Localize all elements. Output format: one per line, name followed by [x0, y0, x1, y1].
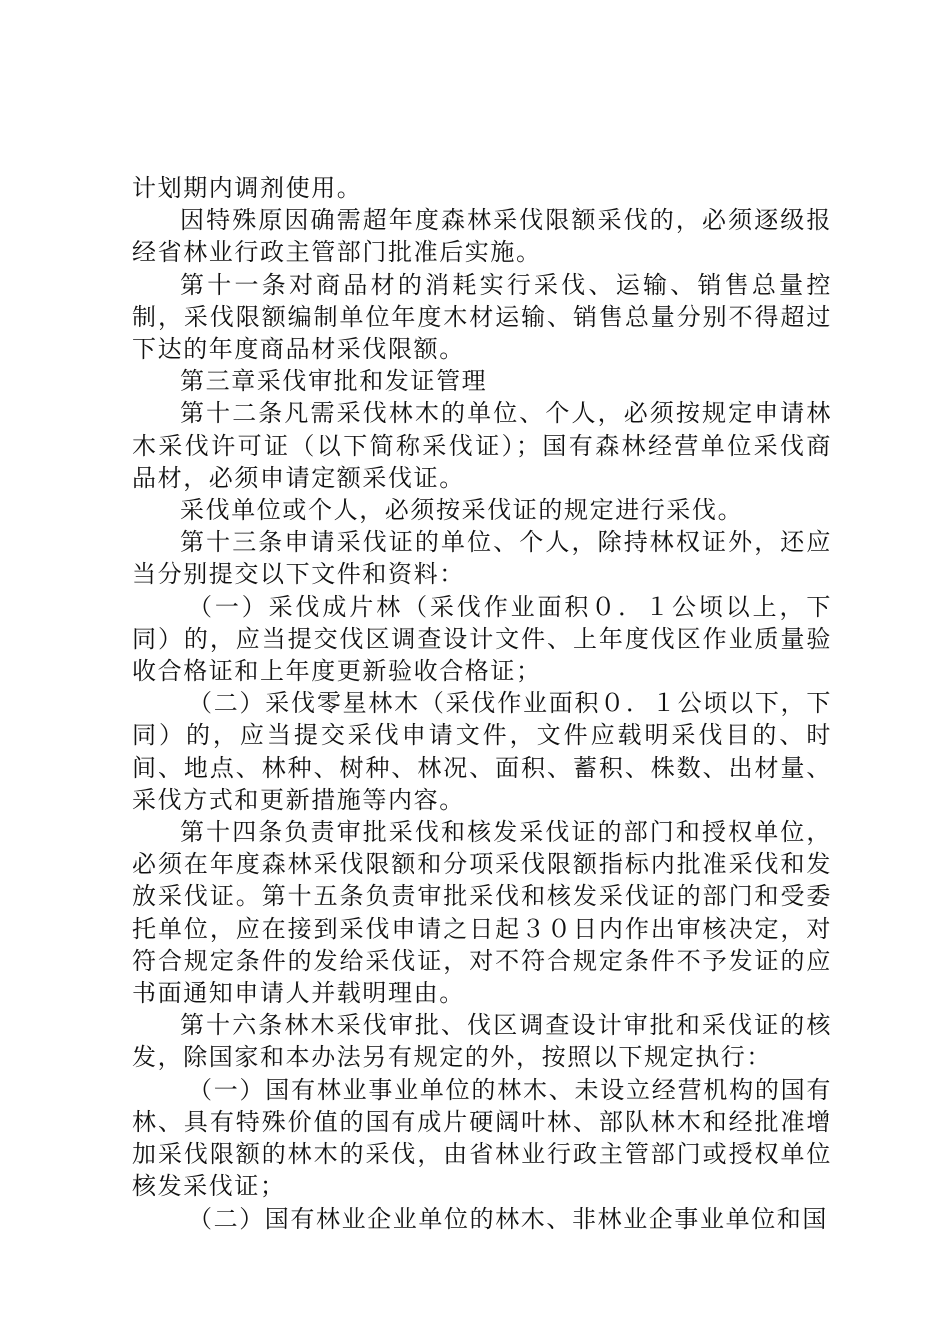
chapter-heading: 第三章采伐审批和发证管理 — [180, 367, 488, 396]
list-item: （二）国有林业企业单位的林木、非林业企事业单位和国 — [188, 1204, 828, 1233]
list-item: （二）采伐零星林木（采伐作业面积０．１公顷以下，下同）的，应当提交采伐申请文件，文件应载明采伐目的、时间、地点、林种、树种、林况、面积、蓄积、株数、出材量、采伐方式和更新措施等内容。 — [132, 689, 832, 814]
paragraph: 采伐单位或个人，必须按采伐证的规定进行采伐。 — [180, 496, 744, 525]
list-item: （一）采伐成片林（采伐作业面积０．１公顷以上，下同）的，应当提交伐区调查设计文件、上年度伐区作业质量验收合格证和上年度更新验收合格证； — [132, 592, 832, 686]
paragraph-article-16: 第十六条林木采伐审批、伐区调查设计审批和采伐证的核发，除国家和本办法另有规定的外，按照以下规定执行： — [132, 1011, 832, 1072]
document-body — [132, 172, 832, 1235]
paragraph-article-14: 第十四条负责审批采伐和核发采伐证的部门和授权单位，必须在年度森林采伐限额和分项采伐限额指标内批准采伐和发放采伐证。第十五条负责审批采伐和核发采伐证的部门和受委托单位，应在接到采伐申请之日起３０日内作出审核决定，对符合规定条件的发给采伐证，对不符合规定条件不予发证的应书面通知申请人并载明理由。 — [132, 818, 832, 1008]
paragraph: 因特殊原因确需超年度森林采伐限额采伐的，必须逐级报经省林业行政主管部门批准后实施。 — [132, 206, 832, 267]
paragraph-article-13: 第十三条申请采伐证的单位、个人，除持林权证外，还应当分别提交以下文件和资料： — [132, 528, 832, 589]
paragraph-article-11: 第十一条对商品材的消耗实行采伐、运输、销售总量控制，采伐限额编制单位年度木材运输、销售总量分别不得超过下达的年度商品材采伐限额。 — [132, 270, 832, 364]
paragraph-continuation: 计划期内调剂使用。 — [132, 174, 363, 202]
list-item: （一）国有林业事业单位的林木、未设立经营机构的国有林、具有特殊价值的国有成片硬阔叶林、部队林木和经批准增加采伐限额的林木的采伐，由省林业行政主管部门或授权单位核发采伐证； — [132, 1075, 832, 1201]
paragraph-article-12: 第十二条凡需采伐林木的单位、个人，必须按规定申请林木采伐许可证（以下简称采伐证）；国有森林经营单位采伐商品材，必须申请定额采伐证。 — [132, 399, 832, 492]
